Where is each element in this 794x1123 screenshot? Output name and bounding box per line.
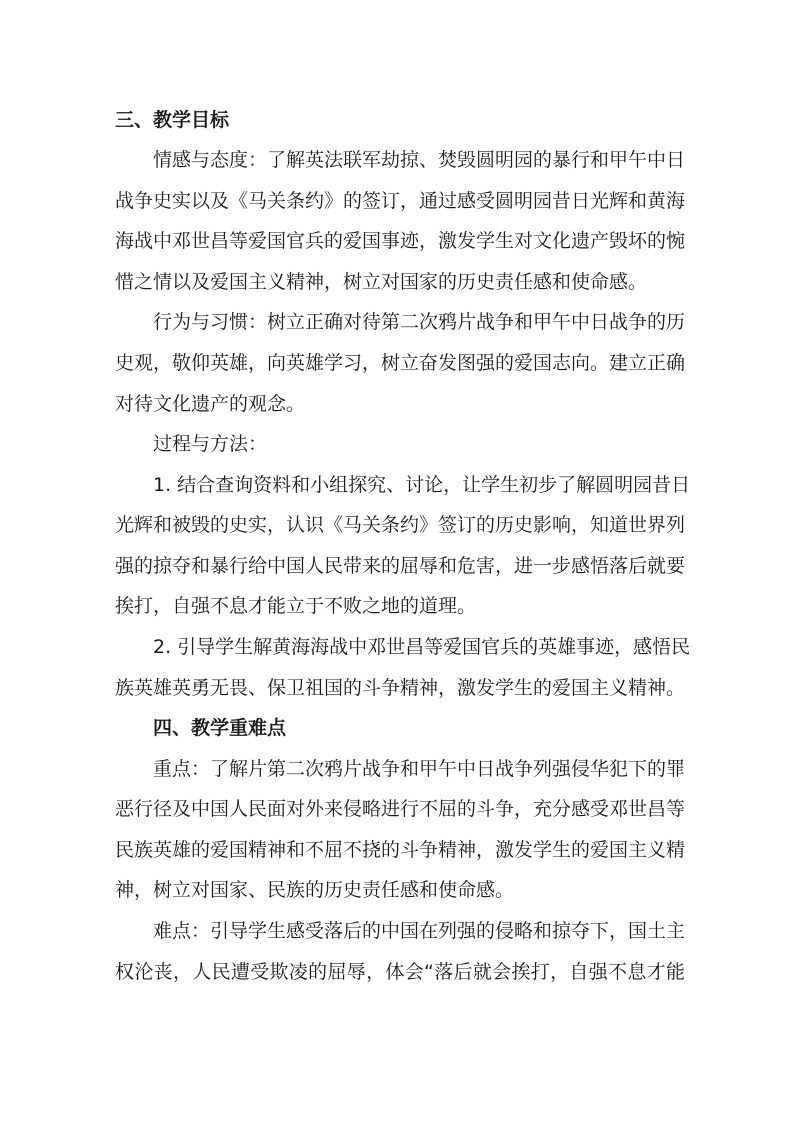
paragraph-line: 战争史实以及《马关条约》的签订，通过感受圆明园昔日光辉和黄海 — [115, 190, 686, 212]
paragraph-line: 重点：了解片第二次鸦片战争和甲午中日战争列强侵华犯下的罪 — [153, 758, 686, 780]
paragraph-line: 史观，敬仰英雄，向英雄学习，树立奋发图强的爱国志向。建立正确 — [115, 352, 686, 374]
paragraph-line: 族英雄英勇无畏、保卫祖国的斗争精神，激发学生的爱国主义精神。 — [115, 677, 686, 699]
section-heading-key-points: 四、教学重难点 — [153, 717, 287, 739]
paragraph-line: 海战中邓世昌等爱国官兵的爱国事迹，激发学生对文化遗产毁坏的惋 — [115, 230, 686, 252]
paragraph-line: 权沦丧，人民遭受欺凌的屈辱，体会“落后就会挨打，自强不息才能 — [115, 961, 685, 983]
paragraph-line: 2. 引导学生解黄海海战中邓世昌等爱国官兵的英雄事迹，感悟民 — [153, 636, 691, 658]
paragraph-line: 挨打，自强不息才能立于不败之地的道理。 — [115, 595, 477, 617]
paragraph-line: 难点：引导学生感受落后的中国在列强的侵略和掠夺下，国土主 — [153, 920, 686, 942]
paragraph-line: 过程与方法： — [153, 433, 268, 455]
paragraph-line: 1. 结合查询资料和小组探究、讨论，让学生初步了解圆明园昔日 — [153, 474, 691, 496]
paragraph-line: 行为与习惯：树立正确对待第二次鸦片战争和甲午中日战争的历 — [153, 311, 686, 333]
paragraph-line: 情感与态度：了解英法联军劫掠、焚毁圆明园的暴行和甲午中日 — [153, 149, 686, 171]
paragraph-line: 神，树立对国家、民族的历史责任感和使命感。 — [115, 879, 515, 901]
paragraph-line: 强的掠夺和暴行给中国人民带来的屈辱和危害，进一步感悟落后就要 — [115, 555, 686, 577]
paragraph-line: 对待文化遗产的观念。 — [115, 393, 306, 415]
paragraph-line: 恶行径及中国人民面对外来侵略进行不屈的斗争，充分感受邓世昌等 — [115, 798, 686, 820]
paragraph-line: 惜之情以及爱国主义精神，树立对国家的历史责任感和使命感。 — [115, 271, 648, 293]
paragraph-line: 光辉和被毁的史实，认识《马关条约》签订的历史影响，知道世界列 — [115, 514, 686, 536]
section-heading-teaching-goals: 三、教学目标 — [115, 109, 230, 131]
paragraph-line: 民族英雄的爱国精神和不屈不挠的斗争精神，激发学生的爱国主义精 — [115, 839, 686, 861]
